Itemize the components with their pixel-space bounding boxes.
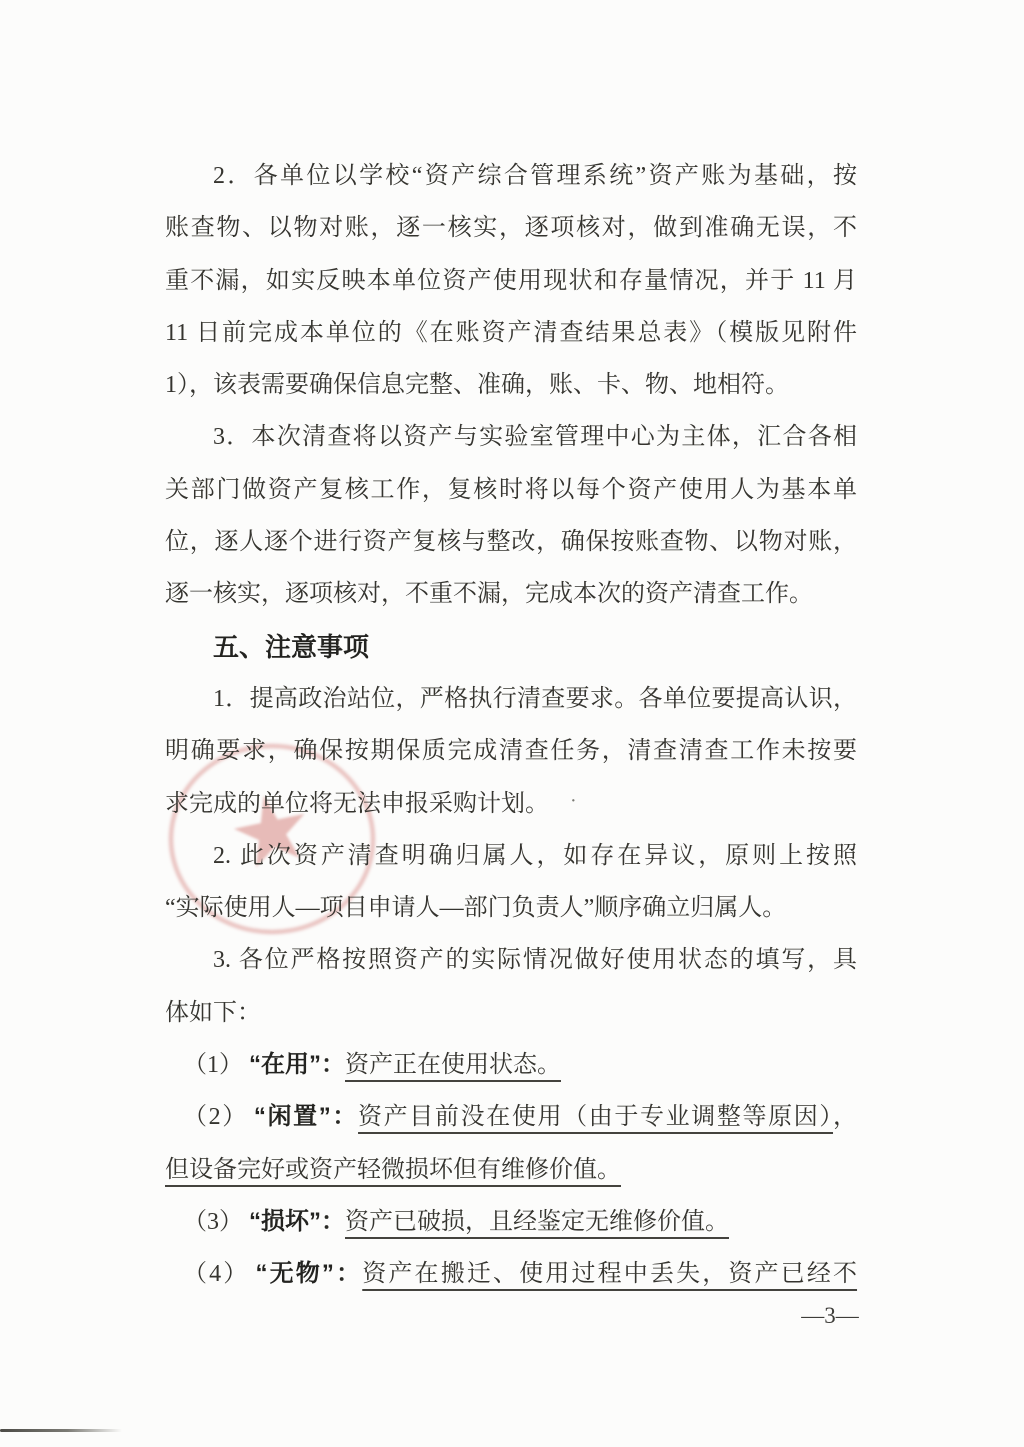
page-number: —3—: [801, 1303, 859, 1328]
note-3-line-2: [165, 987, 857, 1039]
paragraph-2-line-3: [165, 255, 857, 307]
item-definition: 资产在搬迁、使用过程中丢失，资产已经不: [362, 1261, 858, 1288]
note-2-line-2: [165, 882, 857, 934]
note-2-line-1: [165, 830, 857, 882]
body-text: 求完成的单位将无法申报采购计划。: [165, 790, 549, 817]
body-text: 11 日前完成本单位的《在账资产清查结果总表》（模版见附件: [165, 319, 857, 346]
paragraph-3-line-3: [165, 516, 857, 568]
document-body: [165, 150, 857, 1301]
item-number: （4）: [183, 1261, 250, 1288]
section-heading: [165, 621, 857, 673]
item-number: （2）: [183, 1104, 248, 1131]
paragraph-3-line-4: [165, 568, 857, 620]
body-text: 1．提高政治站位，严格执行清查要求。各单位要提高认识，: [213, 685, 857, 712]
note-1-line-1: [165, 673, 857, 725]
status-item-2-continuation: [165, 1144, 857, 1196]
paragraph-2-line-4: [165, 307, 857, 359]
stray-ink-dot: ·: [570, 790, 577, 812]
item-term: “无物”: [255, 1260, 334, 1288]
item-colon: ：: [321, 1052, 345, 1079]
note-3-line-1: [165, 934, 857, 986]
item-definition: 但设备完好或资产轻微损坏但有维修价值。: [165, 1156, 621, 1183]
item-number: （3）: [183, 1208, 243, 1235]
item-colon: ：: [321, 1208, 345, 1235]
body-text: 账查物、以物对账，逐一核实，逐项核对，做到准确无误，不: [165, 215, 857, 242]
body-text: 3. 各位严格按照资产的实际情况做好使用状态的填写，具: [213, 947, 857, 974]
item-definition: 资产目前没在使用（由于专业调整等原因）: [358, 1104, 834, 1131]
status-item-4: [165, 1248, 857, 1300]
body-text: 体如下：: [165, 999, 261, 1026]
status-item-1: [165, 1039, 857, 1091]
note-1-line-2: [165, 725, 857, 777]
status-item-3: [165, 1196, 857, 1248]
item-term: “闲置”: [253, 1103, 331, 1131]
paragraph-2-line-5: [165, 359, 857, 411]
item-number: （1）: [183, 1052, 243, 1079]
item-definition: 资产已破损，且经鉴定无维修价值。: [345, 1208, 729, 1235]
section-heading-text: 五、注意事项: [213, 631, 370, 662]
body-text: 明确要求，确保按期保质完成清查任务，清查清查工作未按要: [165, 738, 857, 765]
item-definition-tail: ，: [833, 1104, 858, 1131]
body-text: 3．本次清查将以资产与实验室管理中心为主体，汇合各相: [213, 424, 857, 451]
body-text: 逐一核实，逐项核对，不重不漏，完成本次的资产清查工作。: [165, 581, 813, 608]
body-text: “实际使用人—项目申请人—部门负责人”顺序确立归属人。: [165, 895, 787, 922]
item-colon: ：: [330, 1104, 359, 1131]
item-colon: ：: [333, 1261, 363, 1288]
item-term: “在用”: [249, 1051, 321, 1079]
body-text: 2. 此次资产清查明确归属人，如存在异议，原则上按照: [213, 842, 857, 869]
scan-artifact-line: [0, 1429, 122, 1432]
body-text: 2．各单位以学校“资产综合管理系统”资产账为基础，按: [213, 163, 857, 189]
note-1-line-3: [165, 778, 857, 830]
stamp-star-icon: ★: [219, 772, 324, 892]
body-text: 1），该表需要确保信息完整、准确，账、卡、物、地相符。: [165, 372, 789, 399]
paragraph-3-line-2: [165, 464, 857, 516]
paragraph-3-line-1: [165, 411, 857, 463]
item-term: “损坏”: [249, 1207, 321, 1235]
body-text: 重不漏，如实反映本单位资产使用现状和存量情况，并于 11 月: [165, 267, 857, 294]
body-text: 关部门做资产复核工作，复核时将以每个资产使用人为基本单: [165, 476, 857, 503]
item-definition: 资产正在使用状态。: [345, 1052, 561, 1079]
paragraph-2-line-1: [165, 150, 857, 202]
paragraph-2-line-2: [165, 202, 857, 254]
status-item-2: [165, 1091, 857, 1143]
body-text: 位，逐人逐个进行资产复核与整改，确保按账查物、以物对账，: [165, 529, 857, 556]
